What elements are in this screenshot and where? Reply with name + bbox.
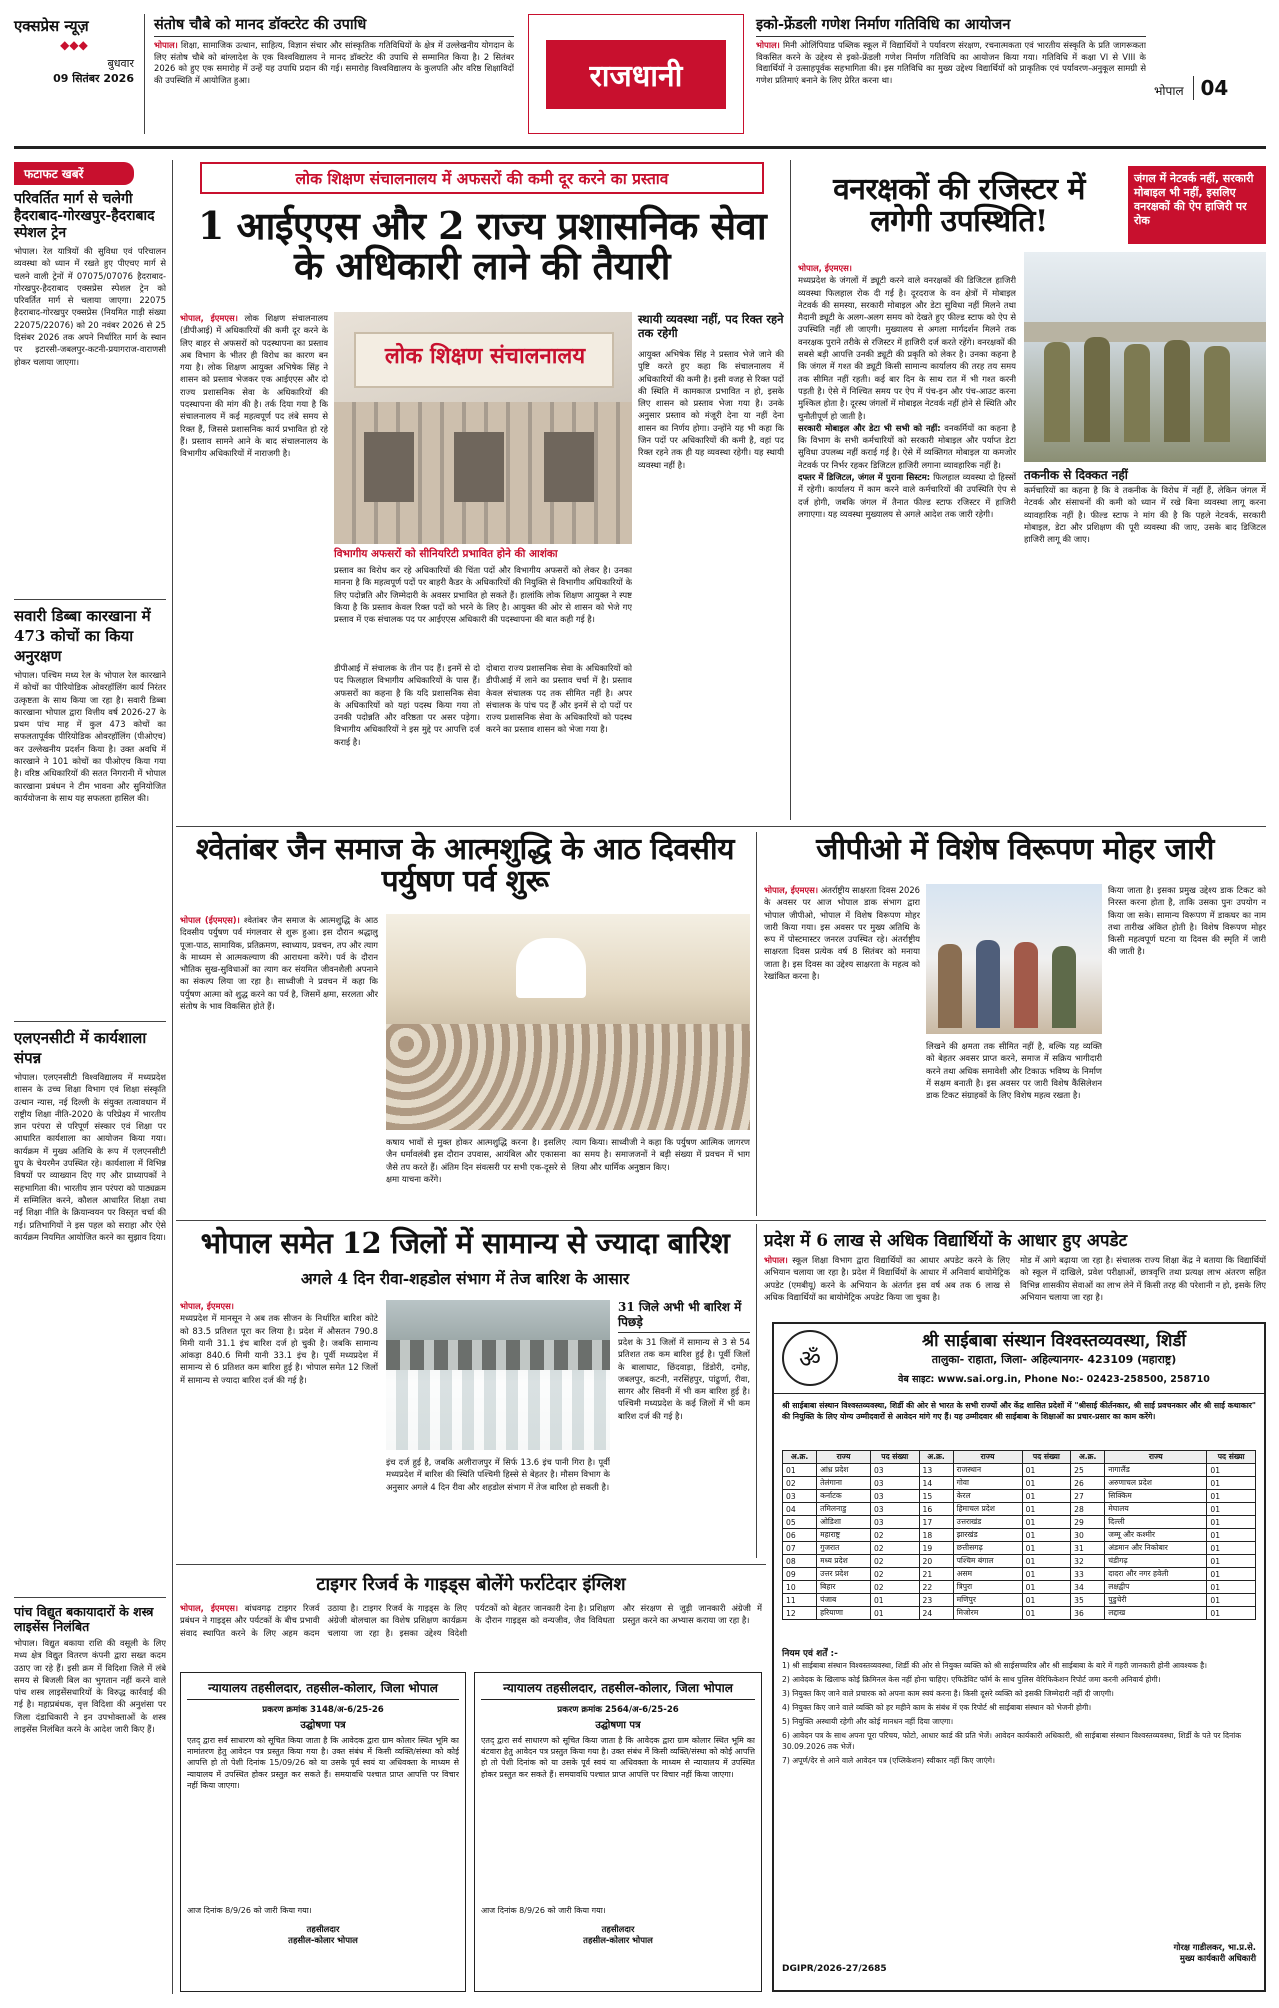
- headline: प्रदेश में 6 लाख से अधिक विद्यार्थियों के आधार हुए अपडेट: [764, 1231, 1128, 1251]
- red-callout: जंगल में नेटवर्क नहीं, सरकारी मोबाइल भी नहीं, इसलिए वनरक्षकों की ऐप हाजिरी पर रोक: [1128, 166, 1266, 244]
- table-cell: तेलंगाना: [817, 1477, 871, 1490]
- table-cell: छत्तीसगढ़: [953, 1542, 1022, 1555]
- table-cell: 02: [870, 1542, 919, 1555]
- table-cell: 16: [919, 1503, 953, 1516]
- table-row: [783, 1555, 1256, 1568]
- legal-notice-2: [474, 1672, 762, 1992]
- table-header-cell: पद संख्या: [1022, 1451, 1071, 1464]
- table-cell: पश्चिम बंगाल: [953, 1555, 1022, 1568]
- dateline: भोपाल, ईएमएस।: [180, 1603, 239, 1613]
- table-cell: 34: [1071, 1581, 1105, 1594]
- table-cell: राजस्थान: [953, 1464, 1022, 1477]
- table-cell: 17: [919, 1516, 953, 1529]
- table-cell: 18: [919, 1529, 953, 1542]
- table-cell: 01: [1022, 1516, 1071, 1529]
- table-cell: 20: [919, 1555, 953, 1568]
- jain-col-2: कषाय भावों से मुक्त होकर आत्मशुद्धि करना है। इसलिए जैन धर्मावलंबी इस दौरान उपवास, आयंबिल और एकासना जैसे तप करते हैं। अंतिम दिन संवत्सरी पर सभी एक-दूसरे से क्षमा याचना करेंगे।: [386, 1137, 566, 1184]
- table-cell: 19: [919, 1542, 953, 1555]
- table-cell: 31: [1071, 1542, 1105, 1555]
- table-cell: पुडुचेरी: [1105, 1594, 1207, 1607]
- forest-guards-photo: [1024, 252, 1266, 462]
- rules-head: नियम एवं शर्तें :-: [782, 1649, 838, 1659]
- section-tab: [528, 14, 744, 134]
- notice-body: एतद् द्वारा सर्व साधारण को सूचित किया जाता है कि आवेदक द्वारा ग्राम कोलार स्थित भूमि का बंटवारा हेतु आवेदन पत्र प्रस्तुत किया गया है। उक्त संबंध में किसी व्यक्ति/संस्था को कोई आपत्ति हो तो पेशी दिनांक को या उसके पूर्व स्वयं या अधिवक्ता के माध्यम से न्यायालय में उपस्थित होकर प्रस्तुत कर सकते हैं। समयावधि पश्चात प्राप्त आपत्ति पर विचार नहीं किया जाएगा।: [481, 1736, 755, 1779]
- subhead: दफ्तर में डिजिटल, जंगल में पुराना सिस्टम:: [798, 472, 931, 483]
- col-body: मध्यप्रदेश के जंगलों में ड्यूटी करने वाले वनरक्षकों की डिजिटल हाजिरी व्यवस्था फिलहाल रोक दी गई है। दूरदराज के वन क्षेत्रों में मोबाइल नेटवर्क की समस्या, सरकारी मोबाइल और डेटा सुविधा नहीं मिलने तथा मैदानी ड्यूटी के अलग-अलग समय को देखते हुए फील्ड स्टाफ को ऐप से उपस्थिति नहीं ली जाएगी। मुख्यालय से अगला मार्गदर्शन मिलने तक वनरक्षक पुराने तरीके से रजिस्टर में हाजिरी दर्ज करते रहेंगे। वनरक्षकों की सबसे बड़ी आपत्ति उनकी ड्यूटी की प्रकृति को लेकर है। उनका कहना है कि जंगल में गश्त की ड्यूटी किसी सामान्य कार्यालय की तरह तय समय तक सीमित नहीं रहती। कई बार दिन के साथ रात में भी गश्त करनी पड़ती है। ऐसे में निश्चित समय पर ऐप में पंच-इन और पंच-आउट करना मुश्किल होता है। दूरस्थ जंगलों में मोबाइल नेटवर्क नहीं होने से स्थिति और चुनौतीपूर्ण हो जाती है।: [798, 275, 1016, 421]
- table-cell: मणिपुर: [953, 1594, 1022, 1607]
- table-cell: 13: [919, 1464, 953, 1477]
- table-cell: 01: [1207, 1503, 1256, 1516]
- dateline: भोपाल।: [756, 40, 780, 50]
- table-header-cell: अ.क्र.: [919, 1451, 953, 1464]
- jain-col-3: त्याग किया। साध्वीजी ने कहा कि पर्युषण आत्मिक जागरण का समय है। समाजजनों ने बड़ी संख्या में प्रवचन में भाग लिया और धार्मिक अनुष्ठान किए।: [572, 1137, 750, 1172]
- date-label: 09 सितंबर 2026: [53, 72, 134, 85]
- table-row: [783, 1568, 1256, 1581]
- table-cell: 05: [783, 1516, 817, 1529]
- subhead: सरकारी मोबाइल और डेटा भी सभी को नहीं:: [798, 422, 941, 433]
- table-cell: सिक्किम: [1105, 1490, 1207, 1503]
- brand-logo: [14, 16, 134, 116]
- headline: इको-फ्रेंडली गणेश निर्माण गतिविधि का आयोजन: [756, 14, 1146, 37]
- dateline: भोपाल।: [154, 40, 178, 50]
- table-cell: गुजरात: [817, 1542, 871, 1555]
- table-cell: 27: [1071, 1490, 1105, 1503]
- table-cell: 28: [1071, 1503, 1105, 1516]
- table-cell: 24: [919, 1607, 953, 1620]
- table-cell: कर्नाटक: [817, 1490, 871, 1503]
- table-cell: 01: [1207, 1529, 1256, 1542]
- table-cell: 29: [1071, 1516, 1105, 1529]
- notice-sign: तहसीलदार तहसील-कोलार भोपाल: [288, 1924, 358, 1945]
- col-body: लोक शिक्षण संचालनालय (डीपीआई) में अधिकारियों की कमी दूर करने के लिए बाहर से अफसरों को पदस्थापना का प्रस्ताव अब विभाग के भीतर ही विरोध का कारण बन गया है। लोक शिक्षण आयुक्त अभिषेक सिंह ने शासन को प्रस्ताव भेजकर एक आईएएस और दो राज्य प्रशासनिक सेवा के अधिकारियों की पदस्थापना की मांग की है। तर्क दिया गया है कि संचालनालय में कई महत्वपूर्ण पद लंबे समय से रिक्त हैं, जिससे प्रशासनिक कार्य प्रभावित हो रहे हैं। प्रस्ताव सामने आने के बाद संचालनालय के विभागीय अधिकारियों में नाराजगी है।: [180, 313, 328, 459]
- table-cell: उत्तर प्रदेश: [817, 1568, 871, 1581]
- col-body-2: वनकर्मियों का कहना है कि विभाग के सभी कर्मचारियों को सरकारी मोबाइल और पर्याप्त डेटा सुविधा उपलब्ध नहीं कराई गई है। ऐसे में व्यक्तिगत मोबाइल या कमजोर नेटवर्क पर निर्भर रहकर डिजिटल हाजिरी लगाना व्यावहारिक नहीं है।: [798, 422, 1016, 470]
- brand-name: एक्सप्रेस न्यूज़: [14, 17, 89, 35]
- headline: सवारी डिब्बा कारखाना में 473 कोचों का किया अनुरक्षण: [14, 607, 151, 665]
- dam-water-photo: [386, 1300, 610, 1450]
- lead-col-1: [180, 312, 328, 732]
- table-cell: केरल: [953, 1490, 1022, 1503]
- table-cell: 01: [1022, 1464, 1071, 1477]
- table-cell: 01: [1022, 1581, 1071, 1594]
- gpo-col-1: [764, 884, 920, 1210]
- table-cell: 04: [783, 1503, 817, 1516]
- story-body: मिनी ओलिंपियाड पब्लिक स्कूल में विद्यार्थियों ने पर्यावरण संरक्षण, रचनात्मकता एवं भारतीय संस्कृति के प्रति जागरूकता विकसित करने के उद्देश्य से इको-फ्रेंडली गणेश निर्माण गतिविधि का आयोजन किया गया। गतिविधि में कक्षा VI से VIII के विद्यार्थियों ने उत्साहपूर्वक सहभागिता की। इस गतिविधि का मुख्य उद्देश्य विद्यार्थियों को प्राकृतिक एवं पर्यावरण-अनुकूल सामग्री से गणेश प्रतिमाएं बनाने के लिए प्रेरित करना था।: [756, 40, 1146, 85]
- section-title: राजधानी: [546, 40, 726, 109]
- table-cell: 23: [919, 1594, 953, 1607]
- table-cell: 01: [1022, 1568, 1071, 1581]
- notice-footer: आज दिनांक 8/9/26 को जारी किया गया।: [187, 1906, 312, 1915]
- table-cell: 33: [1071, 1568, 1105, 1581]
- table-header-cell: अ.क्र.: [783, 1451, 817, 1464]
- aadhaar-col-2: मोड में आगे बढ़ाया जा रहा है। संचालक राज्य शिक्षा केंद्र ने बताया कि विद्यार्थियों को स्कूल में दाखिले, प्रवेश परीक्षाओं, छात्रवृत्ति तथा प्रत्यक्ष लाभ अंतरण सहित विभिन्न शासकीय सेवाओं का लाभ लेने में किसी तरह की परेशानी न हो, इसके लिए अभियान चलाया जा रहा है।: [1020, 1255, 1266, 1302]
- table-row: [783, 1503, 1256, 1516]
- table-cell: गोवा: [953, 1477, 1022, 1490]
- table-cell: 10: [783, 1581, 817, 1594]
- rule-item: 6) आवेदन पत्र के साथ अपना पूरा परिचय, फोटो, आधार कार्ड की प्रति भेजें। आवेदन कार्यकारी अधिकारी, श्री साईबाबा संस्थान विश्वस्तव्यवस्था, शिर्डी के पते पर दिनांक 30.09.2026 तक भेजें।: [782, 1731, 1242, 1751]
- table-cell: 12: [783, 1607, 817, 1620]
- dateline: भोपाल, ईएमएस।: [798, 263, 852, 273]
- table-cell: ओडिशा: [817, 1516, 871, 1529]
- table-row: [783, 1542, 1256, 1555]
- table-row: [783, 1529, 1256, 1542]
- headline: 1 आईएएस और 2 राज्य प्रशासनिक सेवा के अधिकारी लाने की तैयारी: [197, 203, 767, 289]
- table-cell: तमिलनाडु: [817, 1503, 871, 1516]
- table-cell: 15: [919, 1490, 953, 1503]
- table-cell: 11: [783, 1594, 817, 1607]
- table-cell: 03: [870, 1516, 919, 1529]
- col-body: अंतर्राष्ट्रीय साक्षरता दिवस 2026 के अवसर पर आज भोपाल डाक संभाग द्वारा भोपाल जीपीओ, भोपाल में विशेष विरूपण मोहर जारी किया गया। इस अवसर पर मुख्य अतिथि के रूप में पोस्टमास्टर जनरल उपस्थित रहे। अंतर्राष्ट्रीय साक्षरता दिवस प्रत्येक वर्ष 8 सितंबर को मनाया जाता है। इस दिवस का उद्देश्य साक्षरता के महत्व को रेखांकित करना है।: [764, 885, 920, 982]
- aadhaar-story: [764, 1228, 1266, 1314]
- table-cell: 01: [1022, 1555, 1071, 1568]
- table-cell: 01: [1207, 1477, 1256, 1490]
- sai-advertisement: [772, 1322, 1266, 1992]
- jain-story: [180, 834, 750, 1214]
- notice-title: न्यायालय तहसीलदार, तहसील-कोलार, जिला भोपाल: [187, 1679, 459, 1700]
- jain-gathering-photo: [386, 914, 750, 1130]
- table-cell: 22: [919, 1581, 953, 1594]
- table-cell: 03: [870, 1503, 919, 1516]
- page-no: 04: [1193, 76, 1228, 100]
- table-cell: 07: [783, 1542, 817, 1555]
- table-cell: 36: [1071, 1607, 1105, 1620]
- lead-col-2: डीपीआई में संचालक के तीन पद हैं। इनमें से दो पद फिलहाल विभागीय अधिकारियों के पास हैं। अफसरों का कहना है कि यदि प्रशासनिक सेवा के अधिकारियों को यहां पदस्थ किया गया तो उनकी पदोन्नति और वरिष्ठता पर असर पड़ेगा। विभागीय अधिकारियों ने इस मुद्दे पर आपत्ति दर्ज कराई है।: [334, 663, 480, 747]
- dateline: भोपाल (ईएमएस)।: [180, 915, 240, 925]
- top-story-ganesh: [756, 14, 1146, 134]
- table-header-cell: राज्य: [953, 1451, 1022, 1464]
- sidebar-head: स्थायी व्यवस्था नहीं, पद रिक्त रहने तक रहेगी: [638, 312, 784, 340]
- headline: श्वेतांबर जैन समाज के आत्मशुद्धि के आठ दिवसीय पर्युषण पर्व शुरू: [195, 832, 735, 899]
- story-body: शिक्षा, सामाजिक उत्थान, साहित्य, विज्ञान संचार और सांस्कृतिक गतिविधियों के क्षेत्र में उल्लेखनीय योगदान के लिए संतोष चौबे को बांग्लादेश के एक विश्वविद्यालय ने मानद डॉक्टरेट की उपाधि से सम्मानित किया है। 2 सितंबर 2026 को हुए एक समारोह में उन्हें यह उपाधि प्रदान की गई। समारोह विश्वविद्यालय के कुलपति और वरिष्ठ शिक्षाविदों की उपस्थिति में आयोजित हुआ।: [154, 40, 514, 85]
- gpo-story: [764, 834, 1266, 1214]
- table-cell: 01: [1022, 1477, 1071, 1490]
- table-cell: 01: [1022, 1594, 1071, 1607]
- rule-item: 1) श्री साईबाबा संस्थान विश्वस्तव्यवस्था, शिर्डी की ओर से नियुक्त व्यक्ति को श्री साईसच्चरित्र और श्री साईबाबा के बारे में गहरी जानकारी होनी आवश्यक है।: [782, 1661, 1208, 1670]
- notice-subtitle: उद्घोषणा पत्र: [300, 1720, 346, 1731]
- table-cell: 01: [1022, 1503, 1071, 1516]
- table-cell: 14: [919, 1477, 953, 1490]
- side-body: प्रदेश के 31 जिलों में सामान्य से 3 से 54 प्रतिशत तक कम बारिश हुई है। पूर्वी जिलों के बालाघाट, छिंदवाड़ा, डिंडोरी, दमोह, जबलपुर, कटनी, नरसिंहपुर, पांढुर्णा, रीवा, सागर और सिवनी में भी कम बारिश हुई है। पश्चिमी मध्यप्रदेश के कई जिलों में भी कम बारिश दर्ज की गई है।: [618, 1337, 750, 1421]
- headline: पांच विद्युत बकायादारों के शस्त्र लाइसेंस निलंबित: [14, 1604, 154, 1634]
- table-cell: 01: [1207, 1464, 1256, 1477]
- brief-story-licence: [14, 1604, 166, 1967]
- table-cell: अरुणाचल प्रदेश: [1105, 1477, 1207, 1490]
- jain-col-1: [180, 914, 378, 1210]
- sai-rules: [782, 1660, 1256, 1930]
- table-cell: हिमाचल प्रदेश: [953, 1503, 1022, 1516]
- table-cell: 03: [783, 1490, 817, 1503]
- table-cell: 02: [870, 1581, 919, 1594]
- table-cell: 01: [1207, 1594, 1256, 1607]
- city-label: भोपाल: [1154, 84, 1184, 98]
- table-cell: लक्षद्वीप: [1105, 1581, 1207, 1594]
- forest-side-body: कर्मचारियों का कहना है कि वे तकनीक के विरोध में नहीं हैं, लेकिन जंगल में नेटवर्क और संसाधनों की कमी को ध्यान में रखे बिना व्यवस्था लागू करना व्यावहारिक नहीं है। फील्ड स्टाफ ने मांग की है कि पहले नेटवर्क, सरकारी मोबाइल, डेटा और प्रशिक्षण की पूरी व्यवस्था की जाए, उसके बाद डिजिटल हाजिरी लागू की जाए।: [1024, 485, 1266, 545]
- rain-col-2: इंच दर्ज हुई है, जबकि अलीराजपुर में सिर्फ 13.6 इंच पानी गिरा है। पूर्वी मध्यप्रदेश में बारिश की स्थिति पश्चिमी हिस्से से बेहतर है। मौसम विभाग के अनुसार अगले 4 दिन रीवा और शहडोल संभाग में तेज बारिश हो सकती है।: [386, 1457, 610, 1492]
- headline: वनरक्षकों की रजिस्टर में लगेगी उपस्थिति!: [833, 172, 1085, 239]
- table-cell: हरियाणा: [817, 1607, 871, 1620]
- table-cell: चंडीगढ़: [1105, 1555, 1207, 1568]
- headline: जीपीओ में विशेष विरूपण मोहर जारी: [816, 832, 1214, 867]
- side-head: 31 जिले अभी भी बारिश में पिछड़े: [618, 1300, 750, 1333]
- table-cell: 01: [870, 1607, 919, 1620]
- table-cell: 01: [1207, 1581, 1256, 1594]
- forest-story: [798, 162, 1266, 822]
- masthead: [14, 14, 1266, 152]
- story-body: भोपाल। एलएनसीटी विश्वविद्यालय में मध्यप्रदेश शासन के उच्च शिक्षा विभाग एवं शिक्षा संस्कृति उत्थान न्यास, नई दिल्ली के संयुक्त तत्वावधान में राष्ट्रीय शिक्षा नीति-2020 के परिप्रेक्ष्य में भारतीय ज्ञान परंपरा से परिपूर्ण संस्कार एवं शिक्षा पर आधारित कार्यशाला का आयोजन किया गया। कार्यक्रम में मुख्य अतिथि के रूप में एलएनसीटी ग्रुप के चेयरमैन उपस्थित रहे। कार्यशाला में विभिन्न विषयों पर व्याख्यान दिए गए और प्राध्यापकों ने सहभागिता की। भारतीय ज्ञान परंपरा को पाठ्यक्रम में सम्मिलित करने, कौशल आधारित शिक्षा तथा नई शिक्षा नीति के क्रियान्वयन पर विस्तृत चर्चा की गई। प्रतिभागियों ने इस पहल को सराहा और ऐसे कार्यक्रम नियमित आयोजित करने का सुझाव दिया।: [14, 1072, 166, 1242]
- table-cell: 01: [1207, 1607, 1256, 1620]
- table-cell: 01: [1207, 1555, 1256, 1568]
- brief-story-lnct: [14, 1028, 166, 1591]
- headline: टाइगर रिजर्व के गाइड्स बोलेंगे फर्राटेदार इंग्लिश: [316, 1574, 626, 1595]
- gpo-event-photo: [926, 884, 1102, 1034]
- lead-story: [180, 162, 784, 822]
- table-cell: मेघालय: [1105, 1503, 1207, 1516]
- story-body: बांधवगढ़ टाइगर रिजर्व प्रबंधन ने गाइड्स और पर्यटकों के बीच प्रभावी संवाद स्थापित करने के लिए अहम कदम उठाया है। टाइगर रिजर्व के गाइड्स के लिए अंग्रेजी बोलचाल का विशेष प्रशिक्षण कार्यक्रम चलाया जा रहा है। इसका उद्देश्य विदेशी पर्यटकों को बेहतर जानकारी देना है। प्रशिक्षण के दौरान गाइड्स को वन्यजीव, जैव विविधता और संरक्षण से जुड़ी जानकारी अंग्रेजी में प्रस्तुत करने का अभ्यास कराया जा रहा है।: [180, 1603, 762, 1638]
- table-row: [783, 1477, 1256, 1490]
- table-header-cell: पद संख्या: [870, 1451, 919, 1464]
- table-cell: 02: [870, 1568, 919, 1581]
- table-row: [783, 1581, 1256, 1594]
- notice-case: प्रकरण क्रमांक 3148/अ-6/25-26: [262, 1705, 384, 1715]
- left-brief-column: [14, 162, 166, 1992]
- forest-col-1: [798, 262, 1016, 818]
- table-cell: जम्मू और कश्मीर: [1105, 1529, 1207, 1542]
- table-cell: महाराष्ट्र: [817, 1529, 871, 1542]
- story-body: भोपाल। रेल यात्रियों की सुविधा एवं परिचालन व्यवस्था को ध्यान में रखते हुए पीएचए मार्ग से चलने वाली ट्रेनों में 07075/07076 हैदराबाद-गोरखपुर-हैदराबाद एक्सप्रेस स्पेशल ट्रेन को परिवर्तित मार्ग से चलाया जाएगा। 22075 हैदराबाद-गोरखपुर एक्सप्रेस (नियमित गाड़ी संख्या 22075/22076) को 20 नवंबर 2026 से 25 दिसंबर 2026 तक अपने निर्धारित मार्ग के स्थान पर इटारसी-जबलपुर-कटनी-प्रयागराज-वाराणसी होकर चलाया जाएगा।: [14, 246, 166, 367]
- table-cell: 01: [1022, 1529, 1071, 1542]
- story-body: भोपाल। विद्युत बकाया राशि की वसूली के लिए मध्य क्षेत्र विद्युत वितरण कंपनी द्वारा सख्त कदम उठाए जा रहे हैं। इसी क्रम में विदिशा जिले में लंबे समय से बिजली बिल का भुगतान नहीं करने वाले पांच शस्त्र लाइसेंसधारियों के विरुद्ध कार्रवाई की गई है। महाप्रबंधक, वृत्त विदिशा की अनुशंसा पर जिला दंडाधिकारी ने इन उपभोक्ताओं के शस्त्र लाइसेंस निलंबित करने के आदेश जारी किए हैं।: [14, 1638, 166, 1735]
- table-cell: 32: [1071, 1555, 1105, 1568]
- brief-story-coach: [14, 606, 166, 1015]
- notice-sign: तहसीलदार तहसील-कोलार भोपाल: [583, 1924, 653, 1945]
- notice-footer: आज दिनांक 8/9/26 को जारी किया गया।: [481, 1906, 606, 1915]
- table-cell: अंडमान और निकोबार: [1105, 1542, 1207, 1555]
- dateline: भोपाल, ईएमएस।: [180, 1301, 234, 1311]
- table-row: [783, 1464, 1256, 1477]
- diamond-icon: ◆◆◆: [60, 38, 88, 52]
- rule-item: 3) नियुक्त किए जाने वाले प्रचारक को अपना काम स्वयं करना है। किसी दूसरे व्यक्ति को इसकी जिम्मेदारी नहीं दी जाएगी।: [782, 1689, 1114, 1698]
- table-cell: असम: [953, 1568, 1022, 1581]
- table-cell: आंध्र प्रदेश: [817, 1464, 871, 1477]
- sai-signatory: गोरक्ष गाडीलकर, भा.प्र.से. मुख्य कार्यकारी अधिकारी: [1173, 1942, 1256, 1963]
- sai-title: श्री साईबाबा संस्थान विश्वस्तव्यवस्था, शिर्डी: [922, 1331, 1186, 1351]
- table-cell: उत्तराखंड: [953, 1516, 1022, 1529]
- dpi-building-photo: [334, 312, 632, 544]
- sai-intro: श्री साईबाबा संस्थान विश्वस्तव्यवस्था, शिर्डी की ओर से भारत के सभी राज्यों और केंद्र शासित प्रदेशों में "श्रीसाई कीर्तनकार, श्री साई प्रवचनकार और श्री साई कथाकार" की नियुक्ति के लिए योग्य उम्मीदवारों से आवेदन मांगे गए हैं। यह उम्मीदवार श्री साईबाबा के शिक्षाओं का प्रचार-प्रसार का काम करेंगे।: [782, 1401, 1256, 1421]
- table-row: [783, 1490, 1256, 1503]
- table-row: [783, 1516, 1256, 1529]
- sai-web: वेब साइट: www.sai.org.in, Phone No:- 02423-258500, 258710: [898, 1374, 1210, 1385]
- table-cell: 01: [870, 1594, 919, 1607]
- table-cell: 35: [1071, 1594, 1105, 1607]
- notice-subtitle: उद्घोषणा पत्र: [595, 1720, 641, 1731]
- photo-caption: विभागीय अफसरों को सीनियरिटी प्रभावित होने की आशंका: [334, 548, 558, 560]
- table-header-cell: राज्य: [817, 1451, 871, 1464]
- table-cell: 08: [783, 1555, 817, 1568]
- table-cell: 25: [1071, 1464, 1105, 1477]
- page-number: [1154, 76, 1266, 100]
- lead-col-5: आयुक्त अभिषेक सिंह ने प्रस्ताव भेजे जाने की पुष्टि करते हुए कहा कि संचालनालय में अधिकारियों की कमी है। इसी वजह से रिक्त पदों की स्थिति में कामकाज प्रभावित न हो, इसके लिए शासन को प्रस्ताव भेजा गया है। उनके अनुसार प्रस्ताव को मंजूरी देना या नहीं देना शासन का निर्णय होगा। उन्होंने यह भी कहा कि जिन पदों पर अधिकारियों की कमी है, वहां पद रिक्त रहने तक ही यह व्यवस्था रहेगी। यह स्थायी व्यवस्था नहीं है।: [638, 349, 784, 470]
- table-cell: 21: [919, 1568, 953, 1581]
- table-cell: 30: [1071, 1529, 1105, 1542]
- dateline: भोपाल, ईएमएस।: [180, 313, 238, 323]
- rain-side: [618, 1300, 750, 1554]
- table-cell: 03: [870, 1464, 919, 1477]
- sai-posts-table: [782, 1450, 1256, 1620]
- table-cell: 01: [1207, 1542, 1256, 1555]
- table-header-cell: राज्य: [1105, 1451, 1207, 1464]
- brief-story-train: [14, 191, 166, 593]
- table-cell: मध्य प्रदेश: [817, 1555, 871, 1568]
- lead-col-4: दोबारा राज्य प्रशासनिक सेवा के अधिकारियों को डीपीआई में लाने का प्रस्ताव चर्चा में है। प्रस्ताव केवल संचालक पद तक सीमित नहीं है। अपर संचालक के पांच पद हैं और इनमें से दो पदों पर राज्य प्रशासनिक सेवा के अधिकारियों को पदस्थ करने का प्रस्ताव शासन को भेजा गया है।: [486, 663, 632, 735]
- table-cell: 06: [783, 1529, 817, 1542]
- rain-story: [180, 1228, 750, 1558]
- table-cell: 03: [870, 1477, 919, 1490]
- table-cell: 01: [783, 1464, 817, 1477]
- table-row: [783, 1607, 1256, 1620]
- legal-notice-1: [180, 1672, 466, 1992]
- notice-case: प्रकरण क्रमांक 2564/अ-6/25-26: [557, 1705, 679, 1715]
- table-cell: मिजोरम: [953, 1607, 1022, 1620]
- table-cell: दादरा और नगर हवेली: [1105, 1568, 1207, 1581]
- kicker: लोक शिक्षण संचालनालय में अफसरों की कमी दूर करने का प्रस्ताव: [200, 162, 764, 194]
- top-story-doctorate: [154, 14, 514, 134]
- table-cell: नागालैंड: [1105, 1464, 1207, 1477]
- subhead: अगले 4 दिन रीवा-शहडोल संभाग में तेज बारिश के आसार: [300, 1268, 630, 1288]
- col-body: मध्यप्रदेश में मानसून ने अब तक सीजन के निर्धारित बारिश कोटे को 83.5 प्रतिशत पूरा कर लिया है। प्रदेश में औसतन 790.8 मिमी यानी 31.1 इंच बारिश दर्ज हो चुकी है। जबकि सामान्य आंकड़ा 840.6 मिमी यानी 33.1 इंच है। पूर्वी मध्यप्रदेश में सामान्य से 6 प्रतिशत कम बारिश हुई है। भोपाल समेत 12 जिलों में सामान्य से ज्यादा बारिश दर्ज की गई है।: [180, 1313, 378, 1385]
- brief-tag: फटाफट खबरें: [14, 162, 134, 185]
- table-cell: 09: [783, 1568, 817, 1581]
- gpo-col-3: किया जाता है। इसका प्रमुख उद्देश्य डाक टिकट को निरस्त करना होता है, ताकि उसका पुनः उपयोग न किया जा सके। सामान्य विरूपण में डाकघर का नाम तथा तारीख अंकित होती है। विशेष विरूपण मोहर किसी महत्वपूर्ण घटना या दिवस की स्मृति में जारी की जाती है।: [1108, 885, 1266, 957]
- table-row: [783, 1594, 1256, 1607]
- table-cell: 02: [783, 1477, 817, 1490]
- headline: एलएनसीटी में कार्यशाला संपन्न: [14, 1029, 147, 1067]
- table-cell: झारखंड: [953, 1529, 1022, 1542]
- table-cell: 01: [1207, 1568, 1256, 1581]
- notice-body: एतद् द्वारा सर्व साधारण को सूचित किया जाता है कि आवेदक द्वारा ग्राम कोलार स्थित भूमि का नामांतरण हेतु आवेदन पत्र प्रस्तुत किया गया है। उक्त संबंध में किसी व्यक्ति/संस्था को कोई आपत्ति हो तो पेशी दिनांक 15/09/26 को या उसके पूर्व स्वयं या अधिवक्ता के माध्यम से न्यायालय में उपस्थित होकर प्रस्तुत कर सकते हैं। समयावधि पश्चात प्राप्त आपत्ति पर विचार नहीं किया जाएगा।: [187, 1736, 459, 1790]
- rule-item: 2) आवेदक के खिलाफ कोई क्रिमिनल केस नहीं होना चाहिए। एफिडेविट फॉर्म के साथ पुलिस वेरिफिकेशन रिपोर्ट जमा करनी अनिवार्य होगी।: [782, 1675, 1161, 1684]
- table-cell: 03: [870, 1490, 919, 1503]
- rule-item: 5) नियुक्ति अस्थायी रहेगी और कोई मानधन नहीं दिया जाएगा।: [782, 1717, 954, 1726]
- sai-emblem-icon: ॐ: [782, 1330, 838, 1386]
- rule-item: 7) अपूर्ण/देर से आने वाले आवेदन पत्र (एप्लिकेशन) स्वीकार नहीं किए जाएंगे।: [782, 1756, 995, 1765]
- table-cell: त्रिपुरा: [953, 1581, 1022, 1594]
- table-cell: पंजाब: [817, 1594, 871, 1607]
- table-cell: 01: [1207, 1516, 1256, 1529]
- headline: भोपाल समेत 12 जिलों में सामान्य से ज्यादा बारिश: [200, 1226, 730, 1260]
- building-sign: लोक शिक्षण संचालनालय: [384, 343, 586, 369]
- sai-address: तालुका- राहाता, जिला- अहिल्यानगर- 423109 (महाराष्ट्र): [931, 1353, 1177, 1366]
- table-cell: 02: [870, 1529, 919, 1542]
- photo-caption: तकनीक से दिक्कत नहीं: [1024, 466, 1266, 484]
- story-body: भोपाल। पश्चिम मध्य रेल के भोपाल रेल कारखाने में कोचों का पीरियोडिक ओवरहॉलिंग कार्य निरंतर उत्कृष्टता के साथ किया जा रहा है। सवारी डिब्बा कारखाना भोपाल द्वारा वित्तीय वर्ष 2026-27 के प्रथम पांच माह में कुल 473 कोचों का सफलतापूर्वक पीरियोडिक ओवरहॉलिंग (पीओएच) कर उल्लेखनीय प्रदर्शन किया है। उक्त अवधि में कारखाने ने 101 कोचों का पीओएच किया गया है। वरिष्ठ अधिकारियों की सतत निगरानी में भोपाल कारखाना प्रबंधन ने टीम भावना और सुनियोजित कार्ययोजना के साथ यह सफलता हासिल की।: [14, 670, 166, 803]
- notice-title: न्यायालय तहसीलदार, तहसील-कोलार, जिला भोपाल: [481, 1679, 755, 1700]
- table-cell: 01: [1207, 1490, 1256, 1503]
- table-cell: दिल्ली: [1105, 1516, 1207, 1529]
- table-cell: बिहार: [817, 1581, 871, 1594]
- gpo-col-2: लिखने की क्षमता तक सीमित नहीं है, बल्कि यह व्यक्ति को बेहतर अवसर प्राप्त करने, समाज में सक्रिय भागीदारी करने तथा अधिक समावेशी और टिकाऊ भविष्य के निर्माण में सक्षम बनाती है। इस अवसर पर जारी विशेष कैंसिलेशन डाक टिकट संग्राहकों के लिए विशेष महत्व रखता है।: [926, 1041, 1102, 1101]
- rain-col-1: [180, 1300, 378, 1554]
- table-cell: 02: [870, 1555, 919, 1568]
- dateline: भोपाल, ईएमएस।: [764, 885, 819, 895]
- col-body: श्वेतांबर जैन समाज के आत्मशुद्धि के आठ दिवसीय पर्युषण पर्व मंगलवार से शुरू हुआ। इस दौरान श्रद्धालु पूजा-पाठ, सामायिक, प्रतिक्रमण, स्वाध्याय, प्रवचन, तप और त्याग के माध्यम से आत्मकल्याण की आराधना करेंगे। पर्व के दौरान भौतिक सुख-सुविधाओं का त्याग कर संयमित जीवनशैली अपनाने का संकल्प लिया जा रहा है। साध्वीजी ने प्रवचन में कहा कि पर्युषण आत्मा को शुद्ध करने का पर्व है, जिसमें क्षमा, सरलता और संतोष के भाव विकसित होते हैं।: [180, 915, 378, 1012]
- table-cell: लद्दाख: [1105, 1607, 1207, 1620]
- table-cell: 01: [1022, 1490, 1071, 1503]
- aadhaar-col-1: [764, 1254, 1010, 1314]
- dateline: भोपाल।: [764, 1255, 788, 1265]
- table-cell: 01: [1022, 1542, 1071, 1555]
- headline: संतोष चौबे को मानद डॉक्टरेट की उपाधि: [154, 14, 514, 37]
- tiger-story: [180, 1572, 762, 1664]
- sai-code: DGIPR/2026-27/2685: [782, 1964, 887, 1974]
- col-body: स्कूल शिक्षा विभाग द्वारा विद्यार्थियों का आधार अपडेट करने के लिए अभियान चलाया जा रहा है। प्रदेश में विद्यार्थियों के आधार में अनिवार्य बायोमेट्रिक अपडेट (एमबीयू) करने के अभियान के अंतर्गत इस वर्ष अब तक 6 लाख से अधिक विद्यार्थियों का बायोमेट्रिक अपडेट किया जा चुका है।: [764, 1255, 1010, 1302]
- day-label: बुधवार: [107, 57, 134, 70]
- table-header-cell: पद संख्या: [1207, 1451, 1256, 1464]
- table-cell: 01: [1022, 1607, 1071, 1620]
- table-cell: 26: [1071, 1477, 1105, 1490]
- headline: परिवर्तित मार्ग से चलेगी हैदराबाद-गोरखपुर-हैदराबाद स्पेशल ट्रेन: [14, 191, 155, 241]
- col-body-3: फिलहाल व्यवस्था दो हिस्सों में रहेगी। कार्यालय में काम करने वाले कर्मचारियों की उपस्थिति ऐप से दर्ज होगी, जबकि जंगल में तैनात फील्ड स्टाफ रजिस्टर में हाजिरी लगाएगा। यह व्यवस्था मुख्यालय से अगले आदेश तक जारी रहेगी।: [798, 472, 1016, 519]
- table-header-cell: अ.क्र.: [1071, 1451, 1105, 1464]
- lead-col-3: प्रस्ताव का विरोध कर रहे अधिकारियों की चिंता पदों और विभागीय अफसरों को लेकर है। उनका मानना है कि महत्वपूर्ण पदों पर बाहरी कैडर के अधिकारियों की नियुक्ति से विभागीय अधिकारियों के लिए पदोन्नति और जिम्मेदारी के अवसर प्रभावित हो सकते हैं। हालांकि लोक शिक्षण आयुक्त ने स्पष्ट किया है कि प्रस्ताव केवल रिक्त पदों को भरने के लिए है। आयुक्त की ओर से शासन को भेजे गए प्रस्ताव में एक संचालक पद पर आईएएस अधिकारी की पदस्थापना की बात कही गई है।: [334, 565, 632, 625]
- rule-item: 4) नियुक्त किए जाने वाले व्यक्ति को हर महीने काम के संबंध में एक रिपोर्ट श्री साईबाबा संस्थान को भेजनी होगी।: [782, 1703, 1092, 1712]
